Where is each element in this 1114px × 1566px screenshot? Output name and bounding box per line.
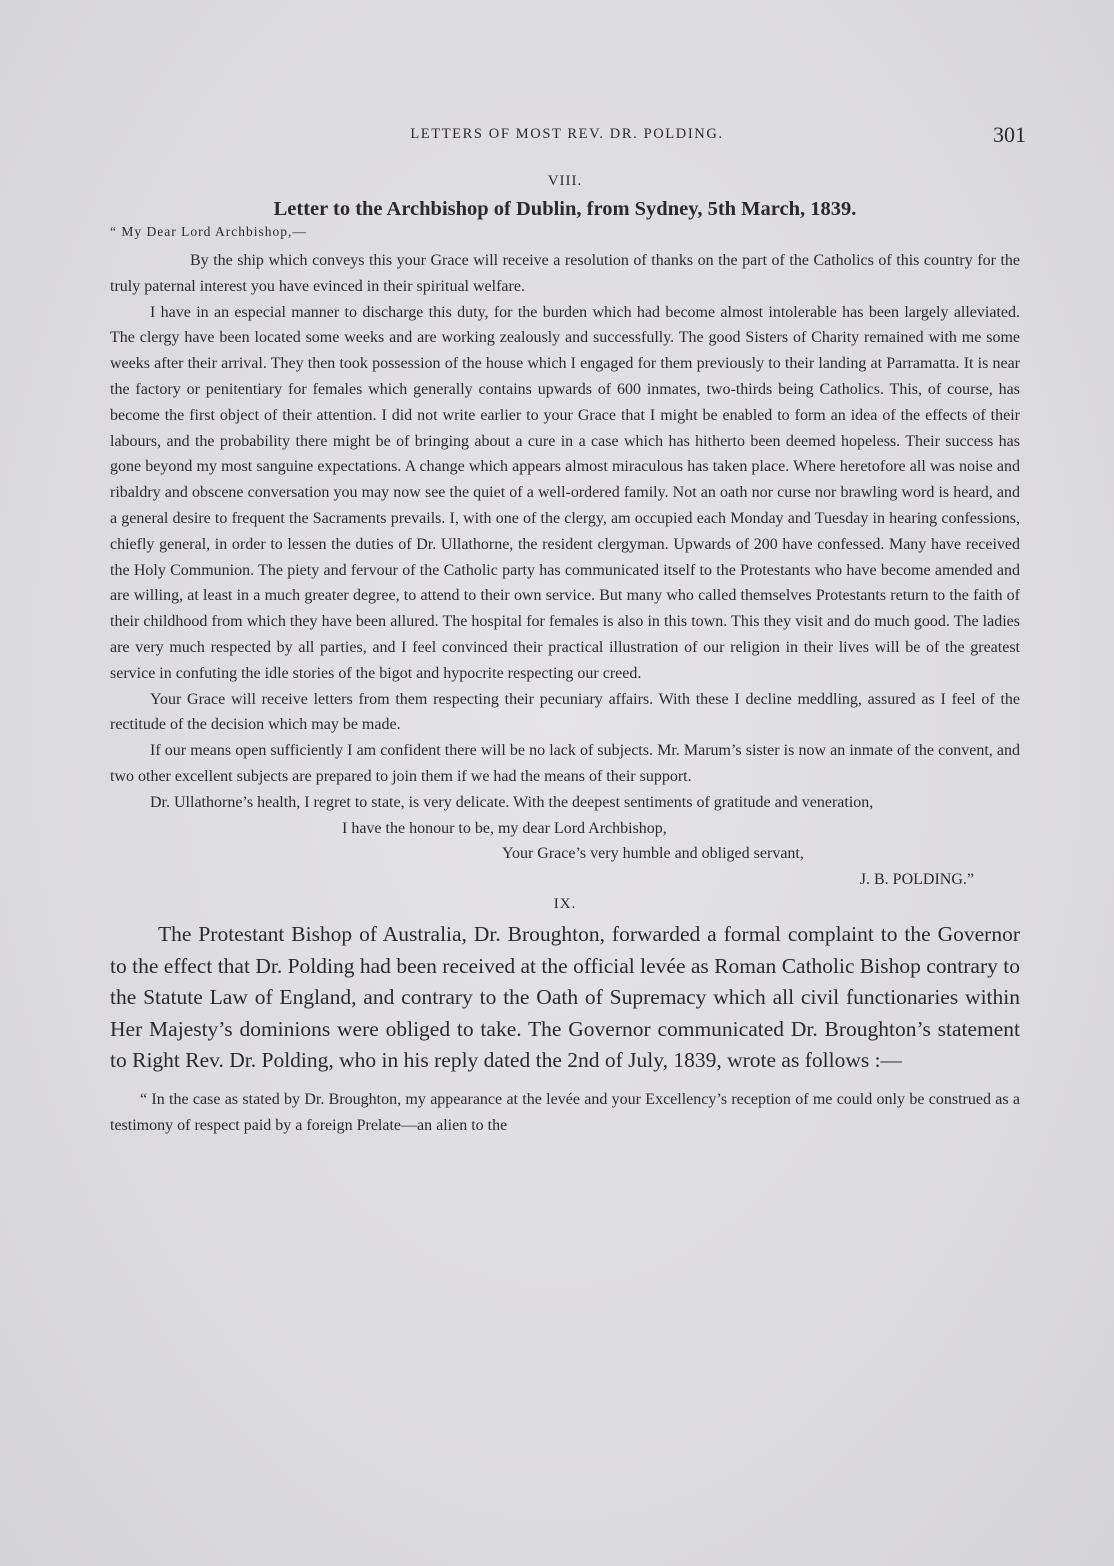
- letter-paragraph: Dr. Ullathorne’s health, I regret to state, is very delicate. With the deepest sentiments of gratitude and veneration,: [150, 793, 874, 811]
- letter-salutation: “ My Dear Lord Archbishop,—: [110, 224, 307, 239]
- running-title: LETTERS OF MOST REV. DR. POLDING.: [410, 126, 724, 142]
- quoted-reply: “ In the case as stated by Dr. Broughton, my appearance at the levée and your Excellency’s reception of me could only be construed as a testimony of respect paid by a foreign Prelate—an alien to the: [110, 1090, 1020, 1134]
- signoff-line-2: Your Grace’s very humble and obliged servant,: [502, 845, 804, 863]
- section-numeral-viii: VIII.: [547, 173, 583, 189]
- page-number: 301: [993, 122, 1026, 147]
- letter-paragraph: If our means open sufficiently I am confident there will be no lack of subjects. Mr. Marum’s sister is now an inmate of the convent, and two other excellent subjects are prepared to join them if we had the means of their support.: [110, 742, 1020, 785]
- letter-paragraph: Your Grace will receive letters from them respecting their pecuniary affairs. With these I decline meddling, assured as I feel of the rectitude of the decision which may be made.: [110, 690, 1020, 734]
- letter-paragraph: By the ship which conveys this your Grace will receive a resolution of thanks on the part of the Catholics of this country for the truly paternal interest you have evinced in their spiritual welfare.: [110, 252, 1020, 295]
- signature: J. B. POLDING.”: [859, 871, 974, 889]
- letter-heading: Letter to the Archbishop of Dublin, from Sydney, 5th March, 1839.: [273, 198, 857, 220]
- section-numeral-ix: IX.: [553, 895, 577, 912]
- narrative-paragraph: The Protestant Bishop of Australia, Dr. Broughton, forwarded a formal complaint to the Governor to the effect that Dr. Polding had been received at the official levée as Roman Catholic Bishop contrary to the Statute Law of England, and contrary to the Oath of Supremacy which all civil functionaries within Her Majesty’s dominions were obliged to take. The Governor communicated Dr. Broughton’s statement to Right Rev. Dr. Polding, who in his reply dated the 2nd of July, 1839, wrote as follows :—: [110, 921, 1020, 1073]
- letter-paragraph: I have in an especial manner to discharge this duty, for the burden which had become almost intolerable has been largely alleviated. The clergy have been located some weeks and are working zealously and successfully. The good Sisters of Charity remained with me some weeks after their arrival. They then took possession of the house which I engaged for them previously to their landing at Parramatta. It is near the factory or penitentiary for females which generally contains upwards of 600 inmates, two-thirds being Catholics. This, of course, has become the first object of their attention. I did not write earlier to your Grace that I might be enabled to form an idea of the effects of their labours, and the probability there might be of bringing about a cure in a case which has hitherto been deemed hopeless. Their success has gone beyond my most sanguine expectations. A change which appears almost miraculous has taken place. Where heretofore all was noise and ribaldry and obscene conversation you may now see the quiet of a well-ordered family. Not an oath nor curse nor brawling word is heard, and a general desire to frequent the Sacraments prevails. I, with one of the clergy, am occupied each Monday and Tuesday in hearing confessions, chiefly general, in order to lessen the duties of Dr. Ullathorne, the resident clergyman. Upwards of 200 have confessed. Many have received the Holy Communion. The piety and fervour of the Catholic party has communicated itself to the Protestants who have become amended and are willing, at least in a much greater degree, to attend to their own service. But many who called themselves Protestants return to the faith of their childhood from which they have been allured. The hospital for females is also in this town. This they visit and do much good. The ladies are very much respected by all parties, and I feel convinced their practical illustration of our religion in their lives will be of the greatest service in confuting the idle stories of the bigot and hypocrite respecting our creed.: [110, 303, 1020, 682]
- running-head: [108, 122, 1026, 148]
- signoff-line-1: I have the honour to be, my dear Lord Archbishop,: [342, 819, 667, 837]
- page-body: [110, 170, 1020, 1138]
